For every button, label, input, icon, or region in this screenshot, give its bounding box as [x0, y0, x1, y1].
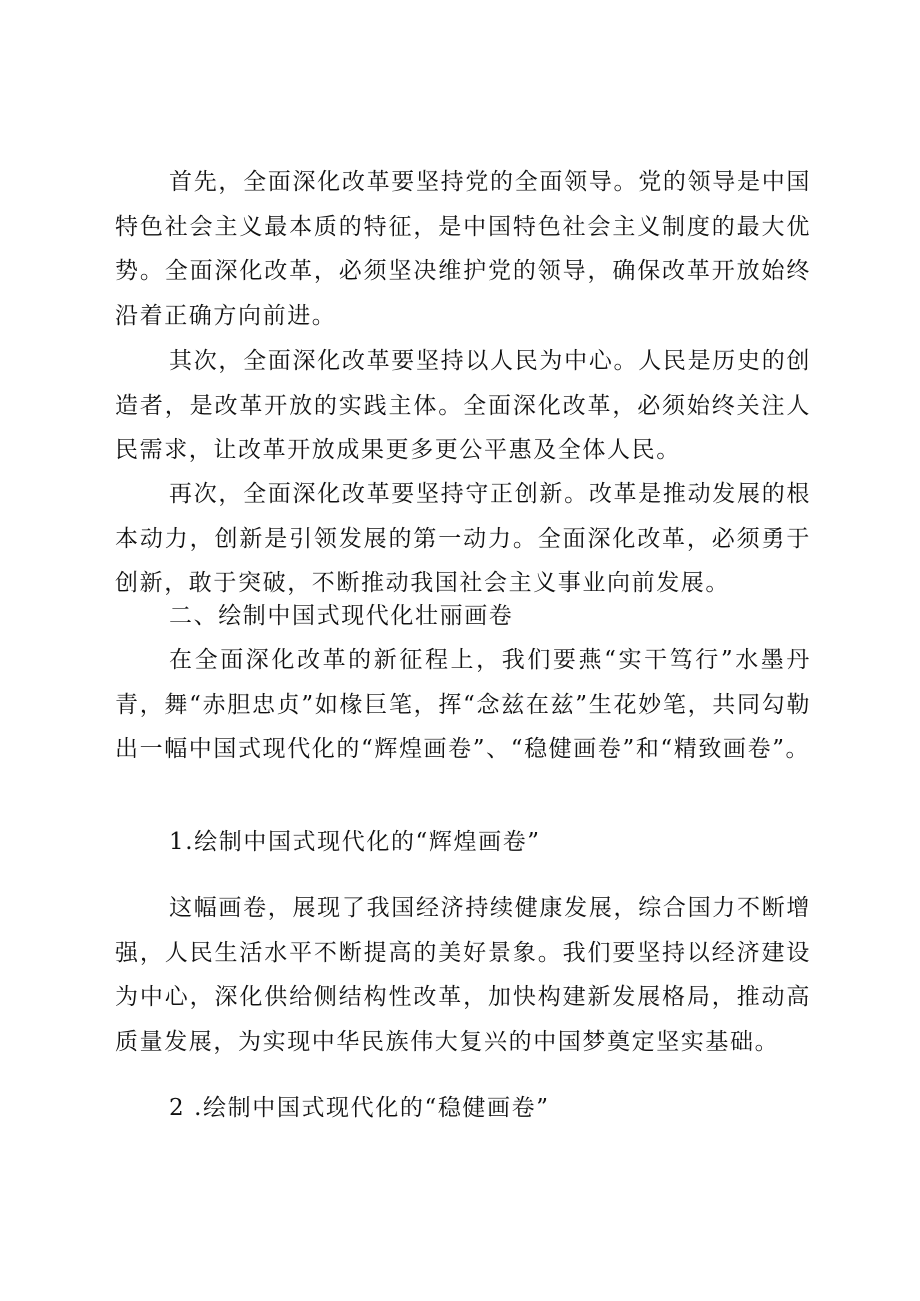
paragraph-innovation: 再次，全面深化改革要坚持守正创新。改革是推动发展的根本动力，创新是引领发展的第一动力。全面深化改革，必须勇于创新，敢于突破，不断推动我国社会主义事业向前发展。 [115, 481, 811, 596]
paragraph-party-leadership: 首先，全面深化改革要坚持党的全面领导。党的领导是中国特色社会主义最本质的特征，是中国特色社会主义制度的最大优势。全面深化改革，必须坚决维护党的领导，确保改革开放始终沿着正确方向前进。 [115, 169, 811, 329]
subheading-brilliant-scroll: 1.绘制中国式现代化的“辉煌画卷” [169, 829, 541, 855]
subheading-steady-scroll: 2 .绘制中国式现代化的“稳健画卷” [169, 1095, 550, 1121]
paragraph-painting-intro: 在全面深化改革的新征程上，我们要燕“实干笃行”水墨丹青，舞“赤胆忠贞”如椽巨笔，挥“念兹在兹”生花妙笔，共同勾勒出一幅中国式现代化的“辉煌画卷”、“稳健画卷”和“精致画卷”。 [115, 647, 811, 762]
paragraph-economic-development: 这幅画卷，展现了我国经济持续健康发展，综合国力不断增强，人民生活水平不断提高的美好景象。我们要坚持以经济建设为中心，深化供给侧结构性改革，加快构建新发展格局，推动高质量发展，为实现中华民族伟大复兴的中国梦奠定坚实基础。 [115, 895, 811, 1055]
section-heading-two: 二、绘制中国式现代化壮丽画卷 [169, 603, 514, 629]
paragraph-people-centered: 其次，全面深化改革要坚持以人民为中心。人民是历史的创造者，是改革开放的实践主体。全面深化改革，必须始终关注人民需求，让改革开放成果更多更公平惠及全体人民。 [115, 348, 811, 463]
